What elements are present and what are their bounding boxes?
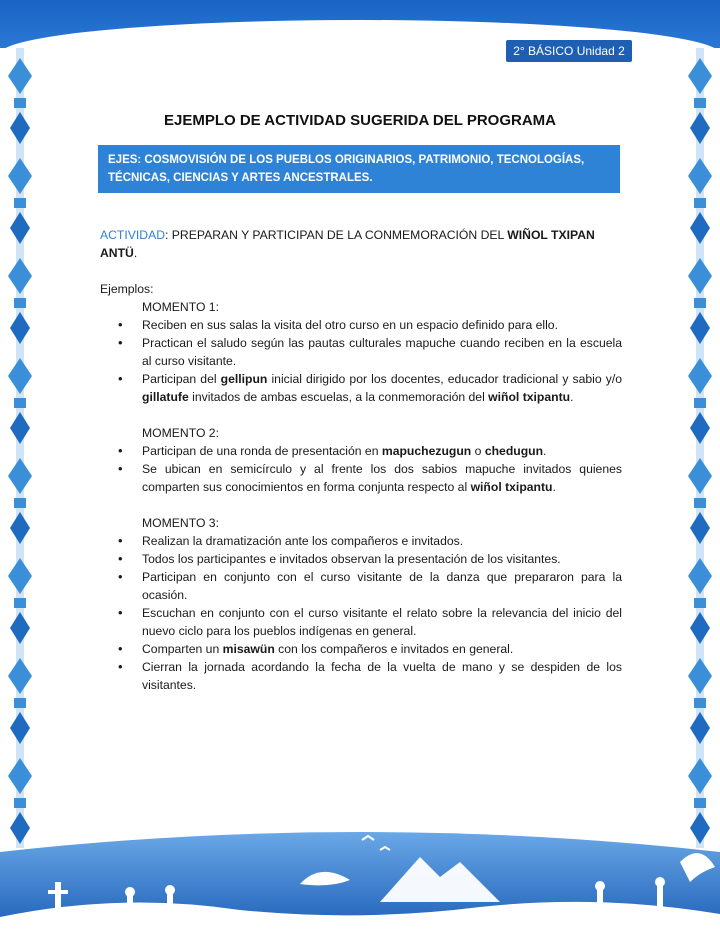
actividad-bold: WIÑOL TXIPAN ANTÜ (100, 228, 595, 260)
actividad-label: ACTIVIDAD (100, 228, 166, 242)
bottom-landscape-illustration (0, 822, 720, 932)
text-run: Comparten un (142, 642, 223, 656)
list-item: • Cierran la jornada acordando la fecha de la vuelta de mano y se despiden de los visitantes. (100, 658, 622, 694)
list-item (100, 370, 622, 406)
bold-term: chedugun (484, 444, 544, 458)
actividad-end: . (133, 246, 138, 260)
ejes-box (98, 145, 620, 193)
list-item (100, 460, 622, 496)
list-item: • Todos los participantes e invitados observan la presentación de los visitantes. (100, 550, 622, 568)
list-item: • Participan en conjunto con el curso visitante de la danza que prepararon para la ocasión. (100, 568, 622, 604)
activity-content (100, 226, 622, 694)
bold-term: misawün (222, 642, 275, 656)
list-item (100, 640, 622, 658)
ejemplos-label: Ejemplos: (100, 282, 154, 296)
list-item: • Realizan la dramatización ante los compañeros e invitados. (100, 532, 622, 550)
list-item (100, 442, 622, 460)
momento-1-list (100, 316, 622, 406)
actividad-heading (100, 226, 622, 262)
text-run: inicial dirigido por los docentes, educador tradicional y sabio y/o (267, 372, 622, 386)
actividad-text: : PREPARAN Y PARTICIPAN DE LA CONMEMORACIÓN DEL (165, 228, 508, 242)
text-run: . (570, 390, 574, 404)
text-run: invitados de ambas escuelas, a la conmemoración del (188, 390, 489, 404)
ejes-line-1: EJES: COSMOVISIÓN DE LOS PUEBLOS ORIGINARIOS, PATRIMONIO, TECNOLOGÍAS, (108, 154, 585, 166)
momento-2-title: MOMENTO 2: (142, 426, 219, 440)
bold-term: gillatufe (142, 390, 189, 404)
text-run: . (543, 444, 547, 458)
text-run: Participan del (142, 372, 221, 386)
momento-3-list (100, 532, 622, 694)
momento-3-title: MOMENTO 3: (142, 516, 219, 530)
text-run: Se ubican en semicírculo y al frente los dos sabios mapuche invitados quienes comparten sus conocimientos en forma conjunta respecto al (142, 462, 622, 494)
momento-1-title: MOMENTO 1: (142, 300, 219, 314)
list-item: • Practican el saludo según las pautas culturales mapuche cuando reciben en la escuela al curso visitante. (100, 334, 622, 370)
text-run: Participan de una ronda de presentación en (142, 444, 382, 458)
list-item: • Reciben en sus salas la visita del otro curso en un espacio definido para ello. (100, 316, 622, 334)
text-run: o (471, 444, 485, 458)
bold-term: wiñol txipantu (488, 390, 571, 404)
page-title: EJEMPLO DE ACTIVIDAD SUGERIDA DEL PROGRAMA (164, 112, 556, 129)
bold-term: mapuchezugun (381, 444, 472, 458)
ejes-line-2: TÉCNICAS, CIENCIAS Y ARTES ANCESTRALES. (108, 172, 373, 184)
text-run: con los compañeros e invitados en general. (274, 642, 514, 656)
left-decorative-border (0, 48, 40, 848)
right-decorative-border (680, 48, 720, 848)
bold-term: wiñol txipantu (470, 480, 553, 494)
list-item: • Escuchan en conjunto con el curso visitante el relato sobre la relevancia del inicio del nuevo ciclo para los pueblos indígenas en general. (100, 604, 622, 640)
unit-badge: 2° BÁSICO Unidad 2 (506, 40, 632, 62)
bold-term: gellipun (220, 372, 268, 386)
text-run: . (552, 480, 556, 494)
momento-2-list (100, 442, 622, 496)
